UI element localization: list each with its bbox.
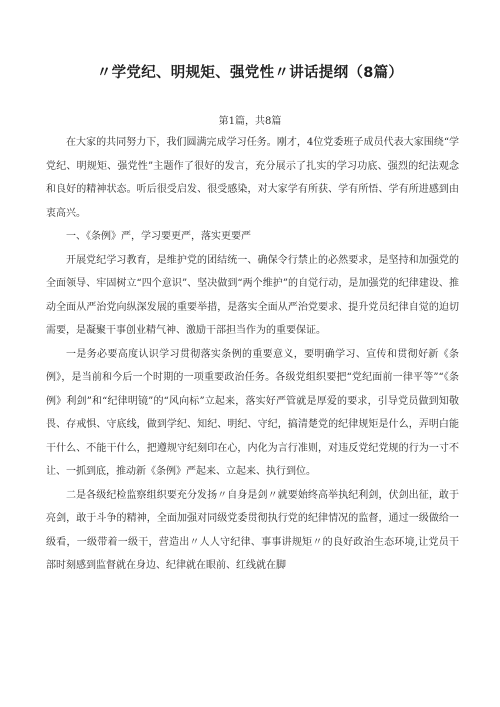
paragraph-point-two: 二是各级纪检监察组织要充分发扬〃自身是剑〃就要始终高举执纪利剑，伏剑出征，敢于亮剑，敢于斗争的精神，全面加强对同级党委贯彻执行党的纪律情况的监督，通过一级做给一级看，一级带着一级干，营造出〃人人守纪律、事事讲规矩〃的良好政治生态环境,让党员干部时刻感到监督就在身边、纪律就在眼前、红线就在脚 <box>46 489 459 571</box>
paragraph-significance: 开展党纪学习教育，是维护党的团结统一、确保令行禁止的必然要求，是坚持和加强党的全面领导、牢固树立“四个意识”、坚决做到“两个维护”的自觉行动，是加强党的纪律建设、推动全面从严治党向纵深发展的重要举措，是落实全面从严治党要求、提升党员纪律自觉的迫切需要，是凝聚干事创业精气神、激励干部担当作为的重要保证。 <box>46 254 459 336</box>
paragraph-intro: 在大家的共同努力下，我们圆满完成学习任务。刚才，4位党委班子成员代表大家围绕“学党纪、明规矩、强党性”主题作了很好的发言，充分展示了扎实的学习功底、强烈的纪法观念和良好的精神状态。听后很受启发、很受感染，对大家学有所获、学有所悟、学有所进感到由衷高兴。 <box>46 137 459 219</box>
document-subtitle: 第1篇，共8篇 <box>218 116 282 127</box>
document-title: 〃学党纪、明规矩、强党性〃讲话提纲（8篇） <box>96 65 404 81</box>
paragraph-point-one: 一是务必要高度认识学习贯彻落实条例的重要意义，要明确学习、宣传和贯彻好新《条例》，是当前和今后一个时期的一项重要政治任务。各级党组织要把“党纪面前一律平等”“《条例》利剑”和“纪律明镜”的“风向标”立起来，落实好严管就是厚爱的要求，引导党员做到知敬畏、存戒惧、守底线，做到学纪、知纪、明纪、守纪，搞清楚党的纪律规矩是什么，弄明白能干什么、不能干什么，把遵规守纪刻印在心，内化为言行准则，对违反党纪党规的行为一寸不让、一抓到底，推动新《条例》严起来、立起来、执行到位。 <box>46 348 459 477</box>
section-heading: 一、《条例》严，学习要更严，落实更要严 <box>66 231 251 242</box>
document-body <box>46 131 459 578</box>
